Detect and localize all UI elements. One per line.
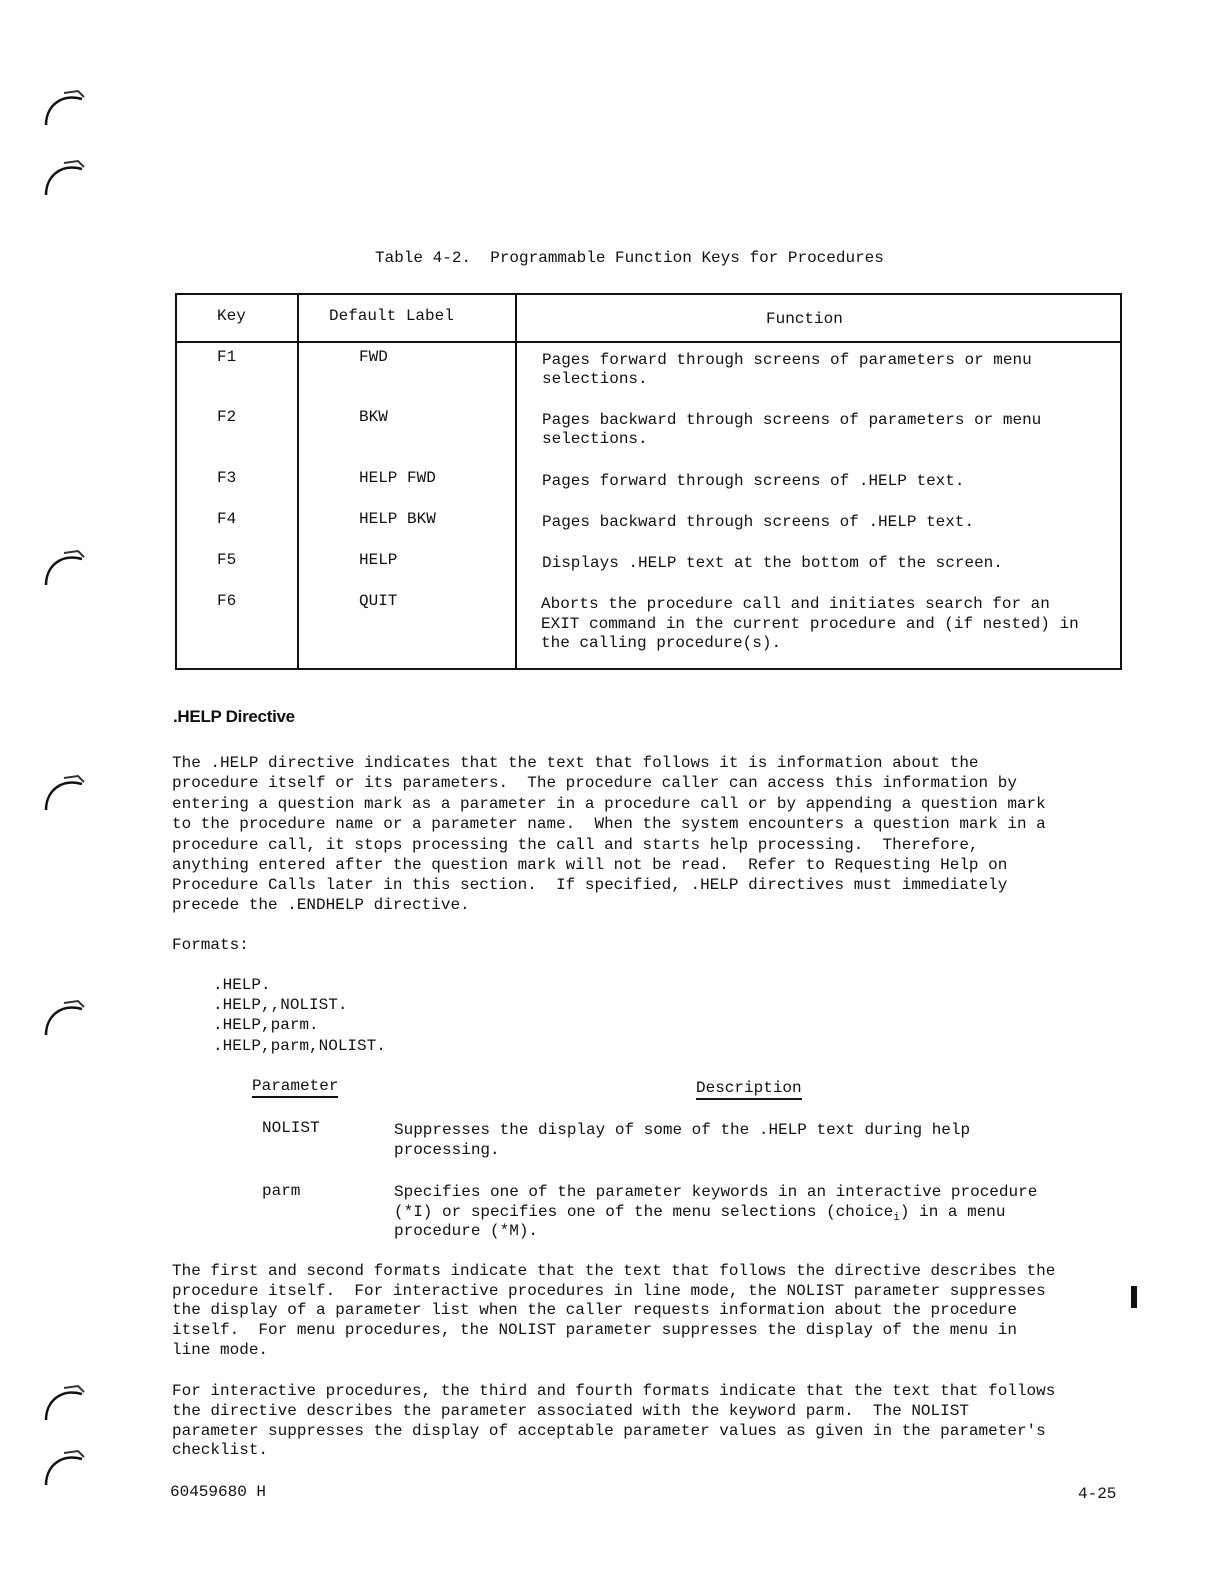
paragraph-line: entering a question mark as a parameter in a procedure call or by appending a question mark: [172, 795, 1046, 813]
column-divider: [515, 295, 517, 668]
binder-hole-icon: [38, 995, 88, 1045]
paragraph-line: procedure itself. For interactive procedures in line mode, the NOLIST parameter suppresses: [172, 1282, 1046, 1300]
row-label: HELP: [359, 551, 398, 569]
row-function-line: selections.: [542, 370, 648, 388]
row-function-line: EXIT command in the current procedure and (if nested) in: [541, 615, 1079, 633]
header-default-label: Default Label: [329, 307, 454, 325]
row-label: HELP FWD: [359, 469, 436, 487]
paragraph-line: itself. For menu procedures, the NOLIST parameter suppresses the display of the menu in: [172, 1321, 1017, 1339]
binder-hole-icon: [38, 770, 88, 820]
row-key: F2: [217, 408, 237, 426]
header-function: Function: [766, 310, 843, 328]
parameter-description-line: [394, 1202, 1006, 1222]
row-label: QUIT: [359, 592, 398, 610]
column-divider: [297, 295, 299, 668]
row-function-line: Aborts the procedure call and initiates search for an: [541, 595, 1050, 613]
formats-label: Formats:: [172, 936, 249, 954]
format-line: .HELP.: [213, 976, 271, 994]
row-function-line: selections.: [542, 430, 648, 448]
paragraph-line: For interactive procedures, the third and fourth formats indicate that the text that follows: [172, 1382, 1056, 1400]
row-key: F5: [217, 551, 237, 569]
paragraph-line: the directive describes the parameter associated with the keyword parm. The NOLIST: [172, 1402, 969, 1420]
description-text: ) in a menu: [899, 1203, 1006, 1221]
binder-hole-icon: [38, 85, 88, 135]
footer-doc-number: 60459680 H: [170, 1483, 267, 1501]
description-text: (*I) or specifies one of the menu selections (choice: [394, 1203, 894, 1221]
binder-hole-icon: [38, 155, 88, 205]
row-label: BKW: [359, 408, 388, 426]
paragraph-line: precede the .ENDHELP directive.: [172, 896, 470, 914]
description-column-header: Description: [696, 1078, 802, 1100]
parameter-description-line: Specifies one of the parameter keywords in an interactive procedure: [394, 1183, 1038, 1201]
paragraph-line: parameter suppresses the display of acceptable parameter values as given in the parameter's: [172, 1422, 1046, 1440]
header-key: Key: [217, 307, 246, 325]
format-line: .HELP,parm,NOLIST.: [213, 1037, 386, 1055]
paragraph-line: Procedure Calls later in this section. If specified, .HELP directives must immediately: [172, 876, 1008, 894]
parameter-description-line: procedure (*M).: [394, 1222, 539, 1240]
paragraph-line: anything entered after the question mark will not be read. Refer to Requesting Help on: [172, 856, 1008, 874]
row-function-line: Pages forward through screens of .HELP text.: [542, 472, 965, 490]
table-caption: Table 4-2. Programmable Function Keys for Procedures: [375, 249, 884, 267]
parameter-column-header: Parameter: [252, 1076, 338, 1098]
paragraph-line: checklist.: [172, 1441, 269, 1459]
paragraph-line: procedure call, it stops processing the call and starts help processing. Therefore,: [172, 836, 979, 854]
paragraph-line: to the procedure name or a parameter name. When the system encounters a question mark in a: [172, 815, 1046, 833]
row-key: F6: [217, 592, 237, 610]
binder-hole-icon: [38, 545, 88, 595]
parameter-name: NOLIST: [262, 1119, 320, 1137]
row-label: HELP BKW: [359, 510, 436, 528]
row-function-line: Pages backward through screens of .HELP text.: [542, 513, 975, 531]
paragraph-line: The .HELP directive indicates that the text that follows it is information about the: [172, 754, 979, 772]
row-key: F1: [217, 348, 237, 366]
row-function-line: the calling procedure(s).: [541, 634, 782, 652]
subscript: i: [893, 1212, 900, 1224]
row-function-line: Pages forward through screens of parameters or menu: [542, 351, 1032, 369]
binder-hole-icon: [38, 1445, 88, 1495]
parameter-description-line: processing.: [394, 1141, 500, 1159]
row-key: F4: [217, 510, 237, 528]
header-divider: [177, 341, 1120, 343]
format-line: .HELP,,NOLIST.: [213, 996, 348, 1014]
format-line: .HELP,parm.: [213, 1016, 319, 1034]
parameter-name: parm: [262, 1182, 301, 1200]
paragraph-line: procedure itself or its parameters. The procedure caller can access this information by: [172, 774, 1017, 792]
section-heading: .HELP Directive: [173, 707, 295, 726]
paragraph-line: line mode.: [172, 1341, 269, 1359]
row-label: FWD: [359, 348, 388, 366]
row-function-line: Pages backward through screens of parameters or menu: [542, 411, 1042, 429]
paragraph-line: The first and second formats indicate that the text that follows the directive describes the: [172, 1262, 1056, 1280]
paragraph-line: the display of a parameter list when the caller requests information about the procedure: [172, 1301, 1017, 1319]
binder-hole-icon: [38, 1380, 88, 1430]
row-function-line: Displays .HELP text at the bottom of the screen.: [542, 554, 1003, 572]
change-bar: [1131, 1286, 1137, 1308]
row-key: F3: [217, 469, 237, 487]
footer-page-number: 4-25: [1078, 1485, 1117, 1503]
parameter-description-line: Suppresses the display of some of the .HELP text during help: [394, 1121, 971, 1139]
function-key-table: [175, 293, 1122, 670]
